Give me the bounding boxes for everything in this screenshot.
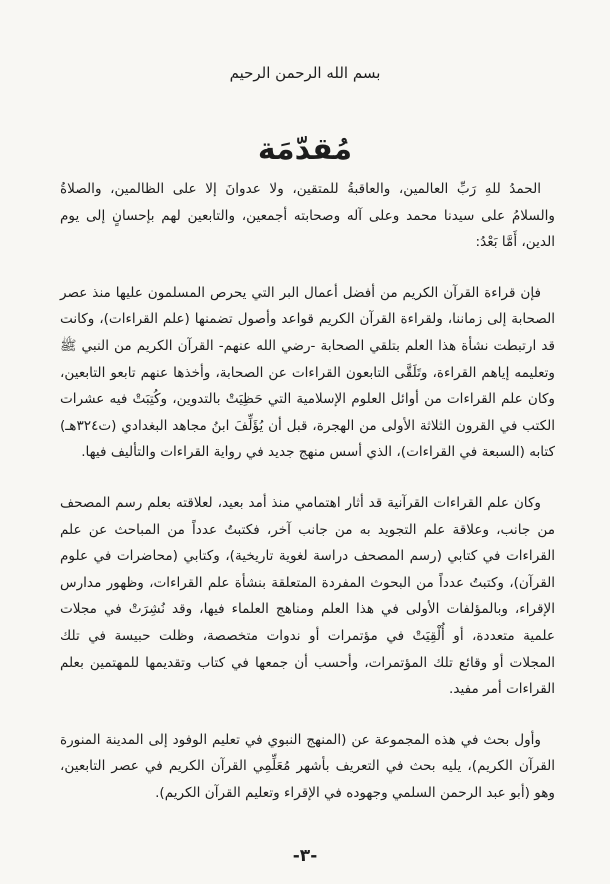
body-text (60, 176, 555, 806)
basmala: بسم الله الرحمن الرحيم (229, 64, 381, 82)
paragraph: وأول بحث في هذه المجموعة عن (المنهج النبوي في تعليم الوفود إلى المدينة المنورة القرآن الكريم)، يليه بحث في التعريف بأشهر مُعَلِّمِي القرآن الكريم في عصر التابعين، وهو (أبو عبد الرحمن السلمي وجهوده في الإقراء وتعليم القرآن الكريم). (60, 731, 555, 801)
page-title: مُقدّمَة (257, 132, 353, 167)
paragraph: وكان علم القراءات القرآنية قد أثار اهتمامي منذ أمد بعيد، لعلاقته بعلم رسم المصحف من جانب، وعلاقة علم التجويد به من جانب آخر، فكتبتُ عدداً من المباحث عن علم القراءات في كتابي (رسم المصحف دراسة لغوية تاريخية)، وكتابي (محاضرات في علوم القرآن)، وكتبتُ عدداً من البحوث المفردة المتعلقة بنشأة علم القراءات، وظهور مدارس الإقراء، وبالمؤلفات الأولى في هذا العلم ومناهج العلماء فيها، وقد نُشِرَتْ في مجلات علمية متعددة، أو أُلْقِيَتْ في مؤتمرات أو ندوات متخصصة، وظلت حبيسة في تلك المجلات أو وقائع تلك المؤتمرات، وأحسب أن جمعها في كتاب وتقديمها للمهتمين بعلم القراءات أمر مفيد. (60, 494, 555, 698)
paragraph: الحمدُ للهِ رَبِّ العالمين، والعاقبةُ للمتقين، ولا عدوانَ إلا على الظالمين، والصلاةُ والسلامُ على سيدنا محمد وعلى آله وصحابته أجمعين، والتابعين لهم بإحسانٍ إلى يوم الدين، أَمَّا بَعْدُ: (60, 181, 555, 251)
page-number: -٣- (292, 846, 318, 866)
paragraph: فإن قراءة القرآن الكريم من أفضل أعمال البر التي يحرص المسلمون عليها منذ عصر الصحابة إلى زماننا، ولقراءة القرآن الكريم قواعد وأصول تضمنها (علم القراءات)، وكانت قد ارتبطت نشأة هذا العلم بتلقي الصحابة -رضي الله عنهم- القرآن الكريم من النبي ﷺ وتعليمه إياهم القراءة، وتَلَقَّى التابعون القراءات عن الصحابة، وأخذها عنهم تابعو التابعين، وكان علم القراءات من أوائل العلوم الإسلامية التي حَظِيَتْ بالتدوين، وكُتِبَتْ فيه عشرات الكتب في القرون الثلاثة الأولى من الهجرة، قبل أن يُؤَلِّفَ ابنُ مجاهد البغدادي (ت٣٢٤هـ) كتابه (السبعة في القراءات)، الذي أسس منهج جديد في رواية القراءات والتأليف فيها. (60, 284, 555, 461)
